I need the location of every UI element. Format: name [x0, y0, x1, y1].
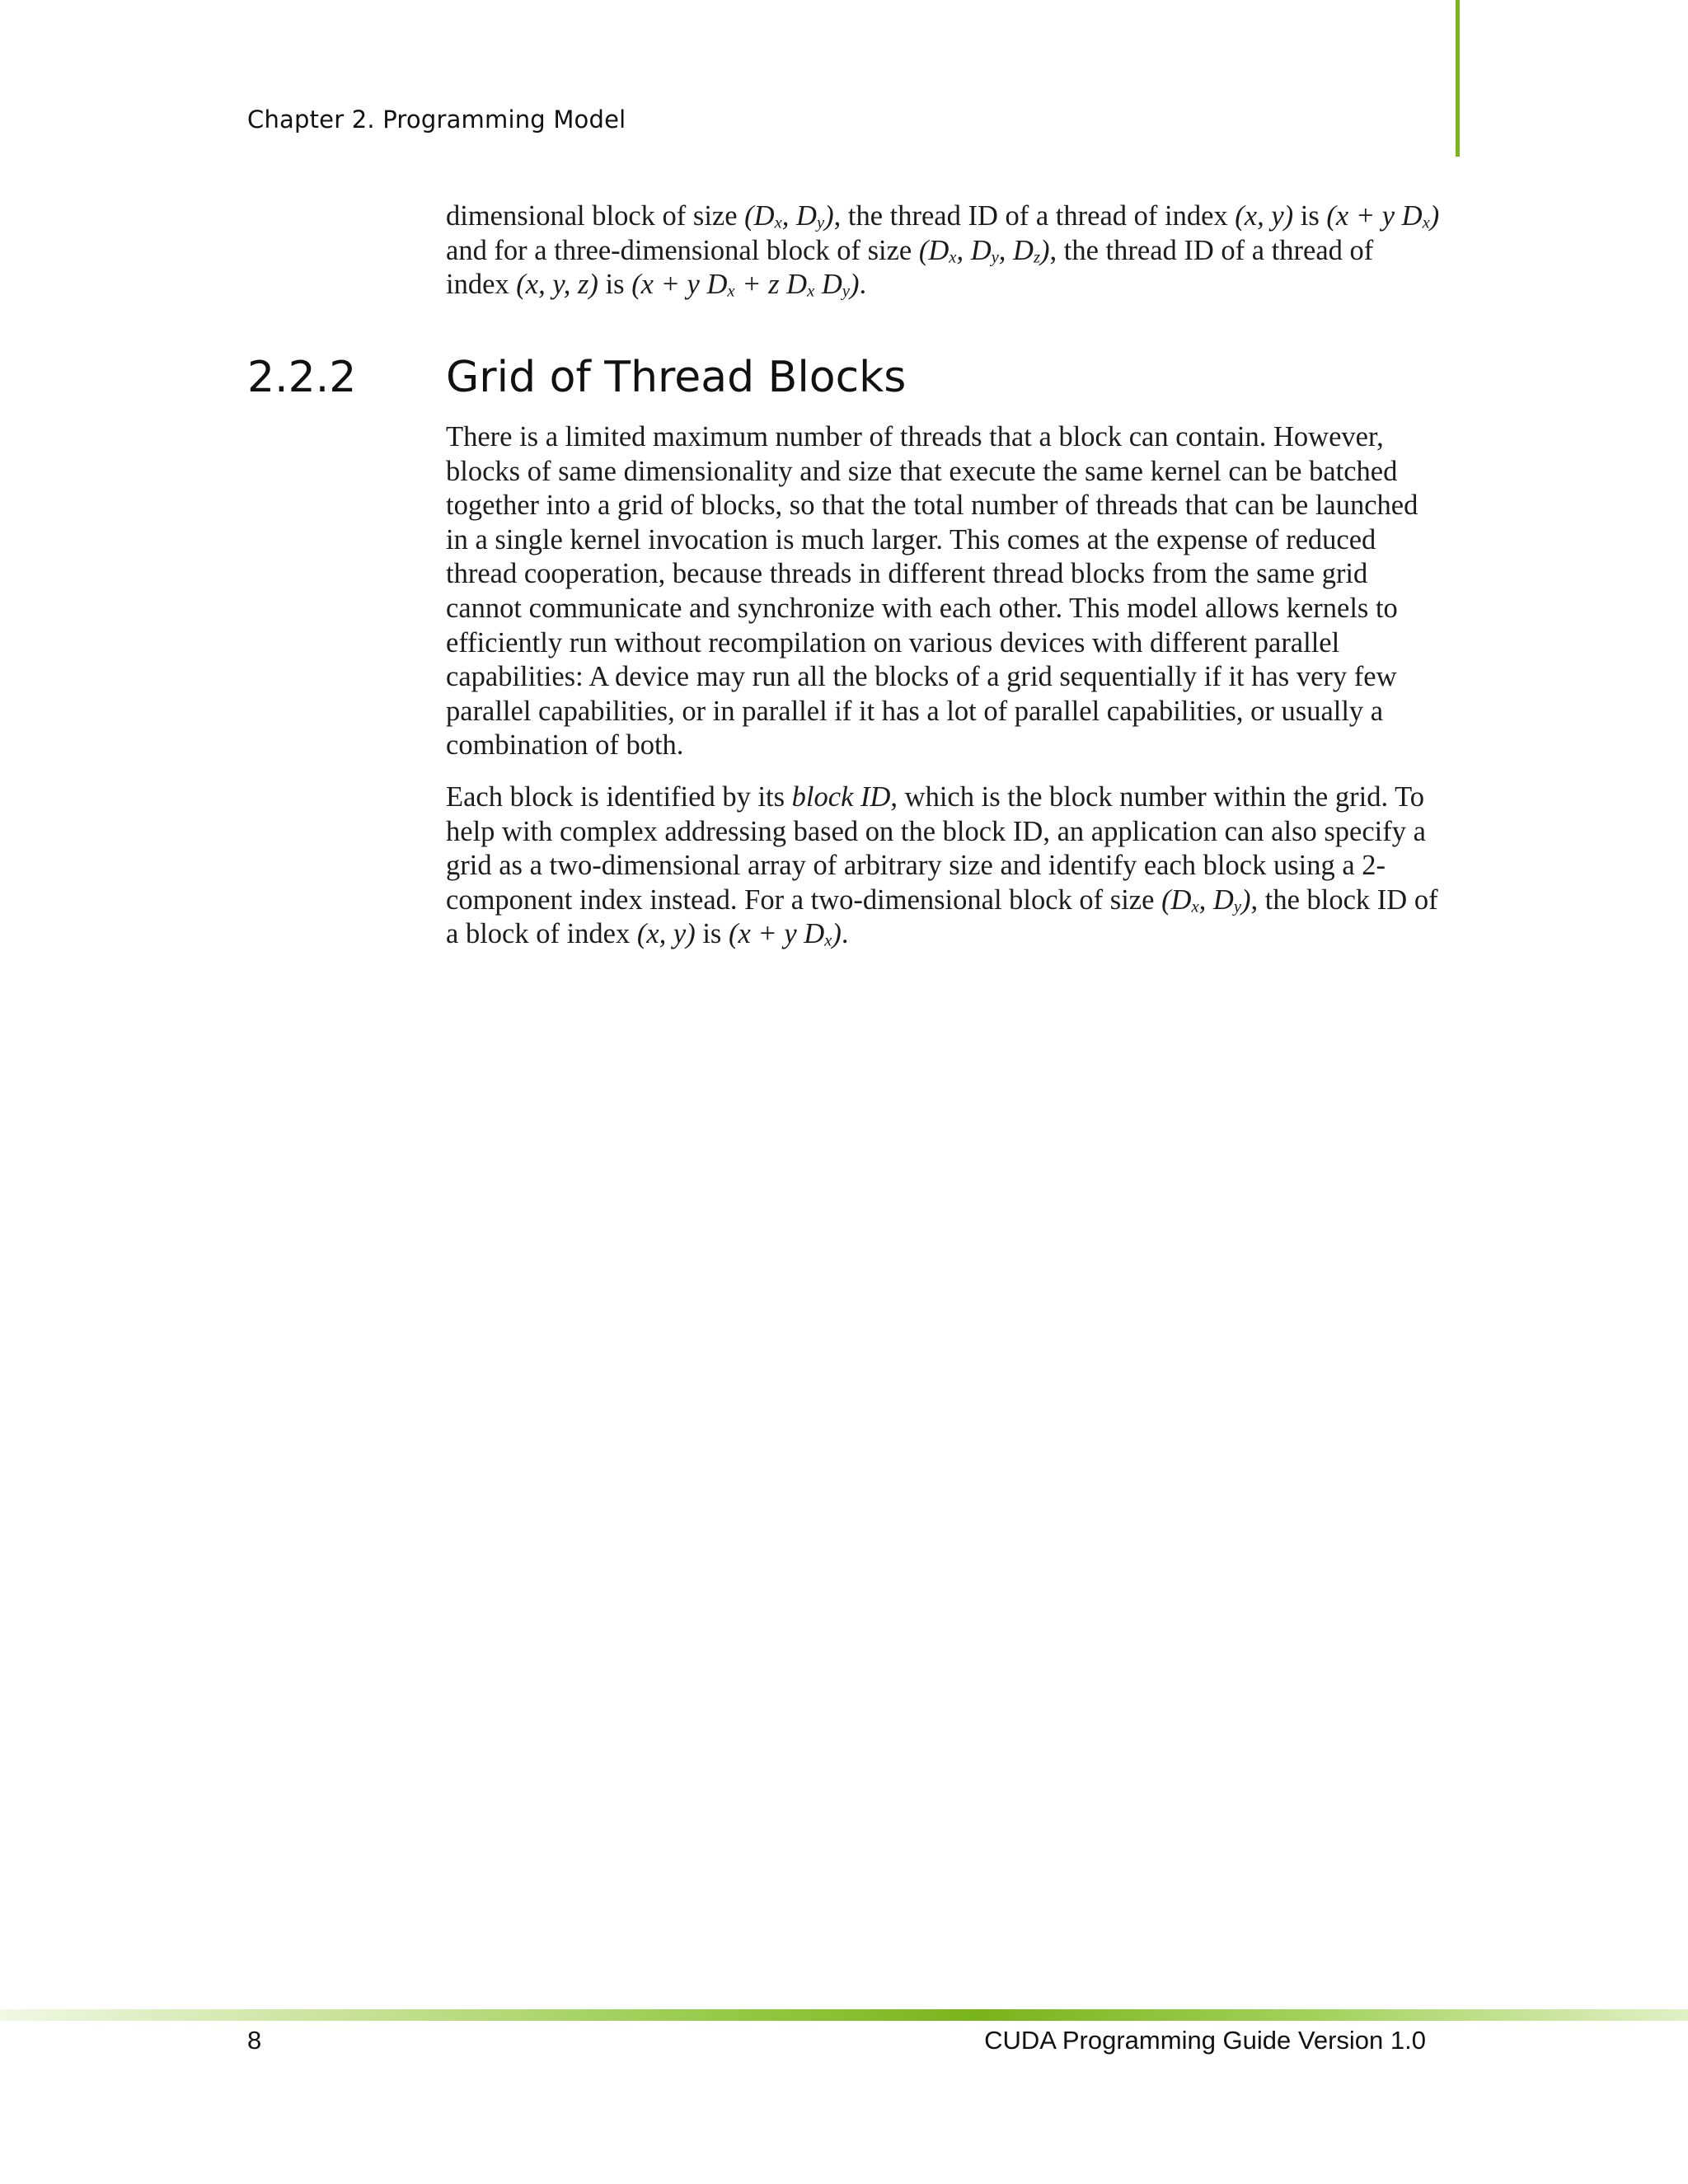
page-number: 8 — [247, 2026, 262, 2055]
intro-paragraph: dimensional block of size ($D_x$, $D_y$), the thread ID of a thread of index (x, y) is (x + y $D_x$) and for a three-dimensional block of size ($D_x$, $D_y$, $D_z$), the thread ID of a thread of index (x, y, z) is (x + y $D_x + z$ $D_x$ $D_y$). — [446, 200, 1440, 301]
section-number: 2.2.2 — [247, 353, 357, 402]
section-title: Grid of Thread Blocks — [446, 353, 907, 402]
section-heading — [247, 353, 906, 402]
body-paragraph-block-id: Each block is identified by its block ID, which is the block number within the grid. To help with complex addressing based on the block ID, an application can also specify a grid as a two-dimensional array of arbitrary size and identify each block using a 2-component index instead. For a two-dimensional block of size ($D_x$, $D_y$), the block ID of a block of index (x, y) is (x + y $D_x$). — [446, 781, 1438, 951]
footer-doc-title: CUDA Programming Guide Version 1.0 — [984, 2026, 1426, 2055]
page-header: Chapter 2. Programming Model — [247, 105, 626, 134]
footer-band — [0, 2009, 1688, 2021]
body-paragraph-grid: There is a limited maximum number of threads that a block can contain. However, blocks of same dimensionality and size that execute the same kernel can be batched together into a grid of blocks, so that the total number of threads that can be launched in a single kernel invocation is much larger. This comes at the expense of reduced thread cooperation, because threads in different thread blocks from the same grid cannot communicate and synchronize with each other. This model allows kernels to efficiently run without recompilation on various devices with different parallel capabilities: A device may run all the blocks of a grid sequentially if it has very few parallel capabilities, or in parallel if it has a lot of parallel capabilities, or usually a combination of both. — [446, 421, 1418, 762]
header-rule — [1456, 0, 1460, 157]
